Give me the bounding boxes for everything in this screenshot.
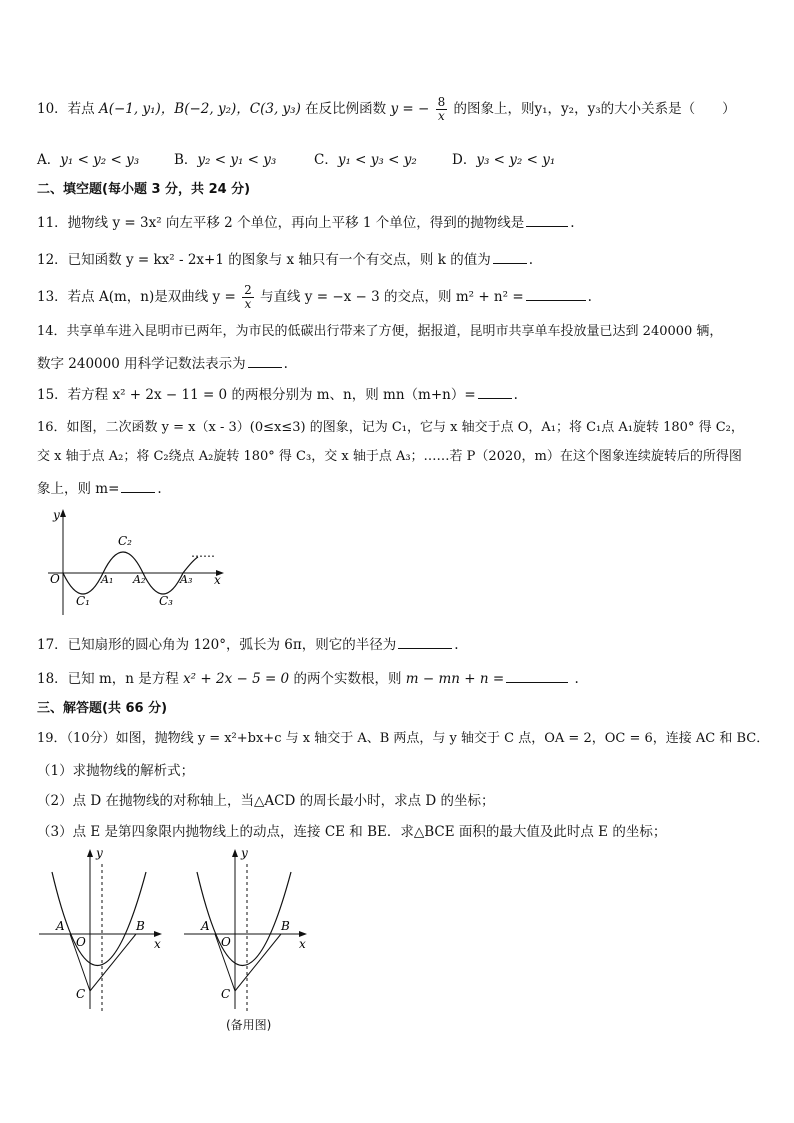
answer-blank[interactable] xyxy=(478,384,512,399)
question-17: 17．已知扇形的圆心角为 120°，弧长为 6π，则它的半径为 . xyxy=(37,634,766,655)
option-text: y₂ < y₁ < y₃ xyxy=(197,152,277,168)
label-dots: …… xyxy=(191,546,215,560)
label-b: B xyxy=(136,919,145,933)
label-a2: A₂ xyxy=(133,573,146,586)
question-19-part-1: （1）求抛物线的解析式； xyxy=(37,763,195,779)
q10-option-a[interactable] xyxy=(37,150,139,170)
q19-figure xyxy=(34,844,174,1014)
q14-text: 数字 240000 用科学记数法表示为 xyxy=(37,356,246,372)
question-12: 12．已知函数 y = kx² - 2x+1 的图象与 x 轴只有一个有交点，则 k 的值为 . xyxy=(37,249,766,270)
question-19-part-2: （2）点 D 在抛物线的对称轴上，当△ACD 的周长最小时，求点 D 的坐标； xyxy=(37,793,495,809)
label-o: O xyxy=(50,572,60,586)
label-a1: A₁ xyxy=(101,573,114,586)
segment-bc xyxy=(90,934,136,991)
answer-blank[interactable] xyxy=(121,478,155,493)
option-label: C． xyxy=(314,152,338,168)
label-a: A xyxy=(56,919,65,933)
label-x: x xyxy=(214,573,221,587)
parabola xyxy=(52,872,146,966)
label-x: x xyxy=(299,937,306,951)
q15-text: 15．若方程 x² + 2x − 11 = 0 的两根分别为 m、n，则 mn（m+n）= xyxy=(37,387,476,403)
q13-end: . xyxy=(587,289,592,305)
q10-option-b[interactable] xyxy=(174,150,276,170)
q13-frac-num: 2 xyxy=(244,283,252,297)
q18-end: . xyxy=(574,671,579,687)
question-16-line-1: 16．如图，二次函数 y = x（x - 3）(0≤x≤3) 的图象，记为 C₁，它与 x 轴交于点 O，A₁；将 C₁点 A₁旋转 180° 得 C₂， xyxy=(37,420,744,435)
section-2-title: 二、填空题(每小题 3 分，共 24 分) xyxy=(37,182,251,197)
q10-option-c[interactable] xyxy=(314,150,417,170)
question-19-part-3: （3）点 E 是第四象限内抛物线上的动点，连接 CE 和 BE．求△BCE 面积的最大值及此时点 E 的坐标； xyxy=(37,824,667,840)
label-y: y xyxy=(96,846,103,860)
segment-bc xyxy=(235,934,281,991)
q13-frac-den: x xyxy=(244,297,252,311)
option-text: y₁ < y₃ < y₂ xyxy=(337,152,417,168)
q10-stem-a: 10．若点 xyxy=(37,101,95,117)
question-18 xyxy=(37,668,766,689)
q11-text: 11．抛物线 y = 3x² 向左平移 2 个单位，再向上平移 1 个单位，得到的抛物线是 xyxy=(37,215,525,231)
q13-fraction xyxy=(242,284,254,311)
parabola xyxy=(197,872,291,966)
section-3-title: 三、解答题(共 66 分) xyxy=(37,701,168,716)
label-c: C xyxy=(76,987,86,1001)
q18-expression: m − mn + n = xyxy=(405,671,505,687)
q10-func-lhs: y = − xyxy=(390,101,430,117)
y-axis-arrow xyxy=(87,849,93,857)
q10-frac-den: x xyxy=(438,109,445,123)
q16-figure xyxy=(38,505,238,620)
label-c: C xyxy=(221,987,231,1001)
label-c3: C₃ xyxy=(159,594,173,608)
answer-blank[interactable] xyxy=(493,249,527,264)
q10-fraction xyxy=(436,96,448,123)
question-19: 19．（10分）如图，抛物线 y = x²+bx+c 与 x 轴交于 A、B 两点，与 y 轴交于 C 点，OA = 2，OC = 6，连接 AC 和 BC． xyxy=(37,731,770,746)
q18-text-b: 的两个实数根，则 xyxy=(293,671,402,687)
q10-option-d[interactable] xyxy=(452,150,555,170)
answer-blank[interactable] xyxy=(526,212,568,227)
label-c1: C₁ xyxy=(76,594,90,608)
y-axis-arrow xyxy=(60,509,66,517)
label-x: x xyxy=(154,937,161,951)
question-13 xyxy=(37,284,766,311)
label-c2: C₂ xyxy=(118,534,132,548)
q10-options xyxy=(37,150,766,170)
figure-caption: (备用图) xyxy=(226,1018,272,1032)
q16-text: 象上，则 m= xyxy=(37,481,120,497)
q17-text: 17．已知扇形的圆心角为 120°，弧长为 6π，则它的半径为 xyxy=(37,637,397,653)
answer-blank[interactable] xyxy=(526,286,586,301)
label-a: A xyxy=(201,919,210,933)
q18-text-a: 18．已知 m，n 是方程 xyxy=(37,671,179,687)
y-axis-arrow xyxy=(232,849,238,857)
option-label: D． xyxy=(452,152,477,168)
q12-text: 12．已知函数 y = kx² - 2x+1 的图象与 x 轴只有一个有交点，则 k 的值为 xyxy=(37,252,491,268)
question-10 xyxy=(37,96,766,123)
label-y: y xyxy=(241,846,248,860)
q10-points: A(−1, y₁)，B(−2, y₂)，C(3, y₃) xyxy=(98,101,301,117)
label-a3: A₃ xyxy=(180,573,193,586)
q10-stem-b: 在反比例函数 xyxy=(305,101,387,117)
answer-blank[interactable] xyxy=(506,668,568,683)
label-y: y xyxy=(53,508,60,522)
q10-frac-num: 8 xyxy=(437,95,446,109)
answer-blank[interactable] xyxy=(248,353,282,368)
question-16-line-2: 交 x 轴于点 A₂；将 C₂绕点 A₂旋转 180° 得 C₃，交 x 轴于点 A₃；……若 P（2020，m）在这个图象连续旋转后的所得图 xyxy=(37,449,742,464)
answer-blank[interactable] xyxy=(398,634,452,649)
question-14-line-1: 14．共享单车进入昆明市已两年，为市民的低碳出行带来了方便，据报道，昆明市共享单车投放量已达到 240000 辆， xyxy=(37,324,723,339)
q13-text-a: 13．若点 A(m，n)是双曲线 y = xyxy=(37,289,236,305)
label-o: O xyxy=(76,935,86,949)
question-15: 15．若方程 x² + 2x − 11 = 0 的两根分别为 m、n，则 mn（m+n）= . xyxy=(37,384,766,405)
label-o: O xyxy=(221,935,231,949)
label-b: B xyxy=(281,919,290,933)
q10-stem-c: 的图象上，则y₁，y₂，y₃的大小关系是（ ） xyxy=(453,101,736,117)
question-16-line-3: 象上，则 m= . xyxy=(37,478,766,499)
q19-backup-figure xyxy=(179,844,319,1014)
q18-equation: x² + 2x − 5 = 0 xyxy=(183,671,290,687)
question-14-line-2: 数字 240000 用科学记数法表示为 . xyxy=(37,353,766,374)
option-label: B． xyxy=(174,152,198,168)
option-label: A． xyxy=(37,152,61,168)
question-11: 11．抛物线 y = 3x² 向左平移 2 个单位，再向上平移 1 个单位，得到的抛物线是 . xyxy=(37,212,766,233)
q13-text-b: 与直线 y = −x − 3 的交点，则 m² + n² = xyxy=(260,289,524,305)
option-text: y₁ < y₂ < y₃ xyxy=(60,152,140,168)
option-text: y₃ < y₂ < y₁ xyxy=(476,152,556,168)
